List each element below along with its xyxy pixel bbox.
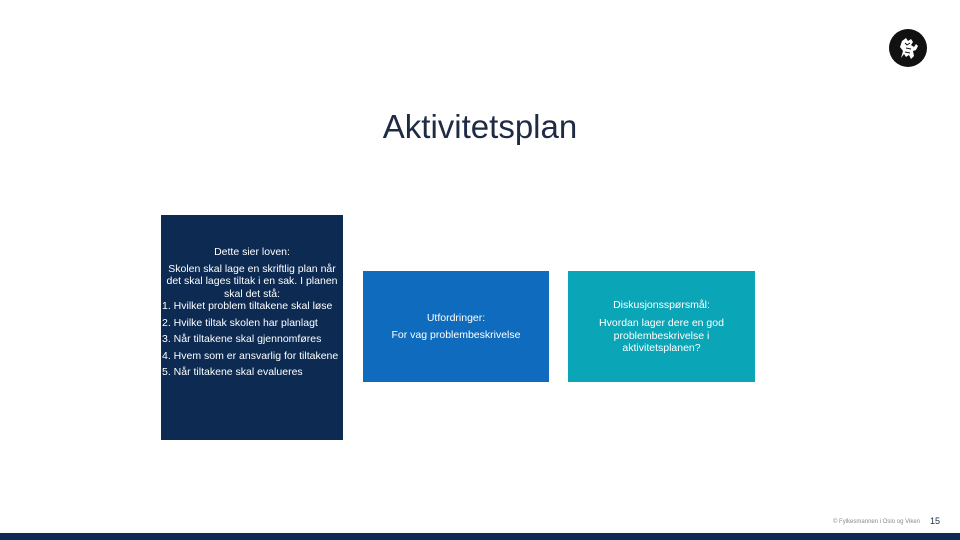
challenge-text: For vag problembeskrivelse xyxy=(391,329,521,341)
law-item-5: 5. Når tiltakene skal evalueres xyxy=(162,366,303,378)
law-item-2: 2. Hvilke tiltak skolen har planlagt xyxy=(162,316,318,329)
logo xyxy=(889,29,927,67)
bottom-bar xyxy=(0,533,960,540)
discussion-heading: Diskusjonsspørsmål: xyxy=(613,298,710,311)
footer-copyright: © Fylkesmannen i Oslo og Viken xyxy=(832,519,920,525)
challenge-heading: Utfordringer: xyxy=(426,311,486,324)
challenge-box xyxy=(363,271,549,382)
law-box xyxy=(161,215,343,440)
discussion-box xyxy=(568,271,755,382)
law-intro: Skolen skal lage en skriftlig plan når det skal lages tiltak i en sak. I planen skal det stå: xyxy=(166,262,338,300)
law-item-3: 3. Når tiltakene skal gjennomføres xyxy=(162,333,322,345)
discussion-question: Hvordan lager dere en god problembeskrivelse i aktivitetsplanen? xyxy=(599,317,724,354)
law-item-4: 4. Hvem som er ansvarlig for tiltakene xyxy=(162,349,339,362)
law-item-1: 1. Hvilket problem tiltakene skal løse xyxy=(162,300,333,312)
law-heading: Dette sier loven: xyxy=(214,246,290,258)
page-title: Aktivitetsplan xyxy=(382,108,578,145)
lion-coat-of-arms-icon xyxy=(889,29,927,67)
page-number: 15 xyxy=(930,516,941,526)
